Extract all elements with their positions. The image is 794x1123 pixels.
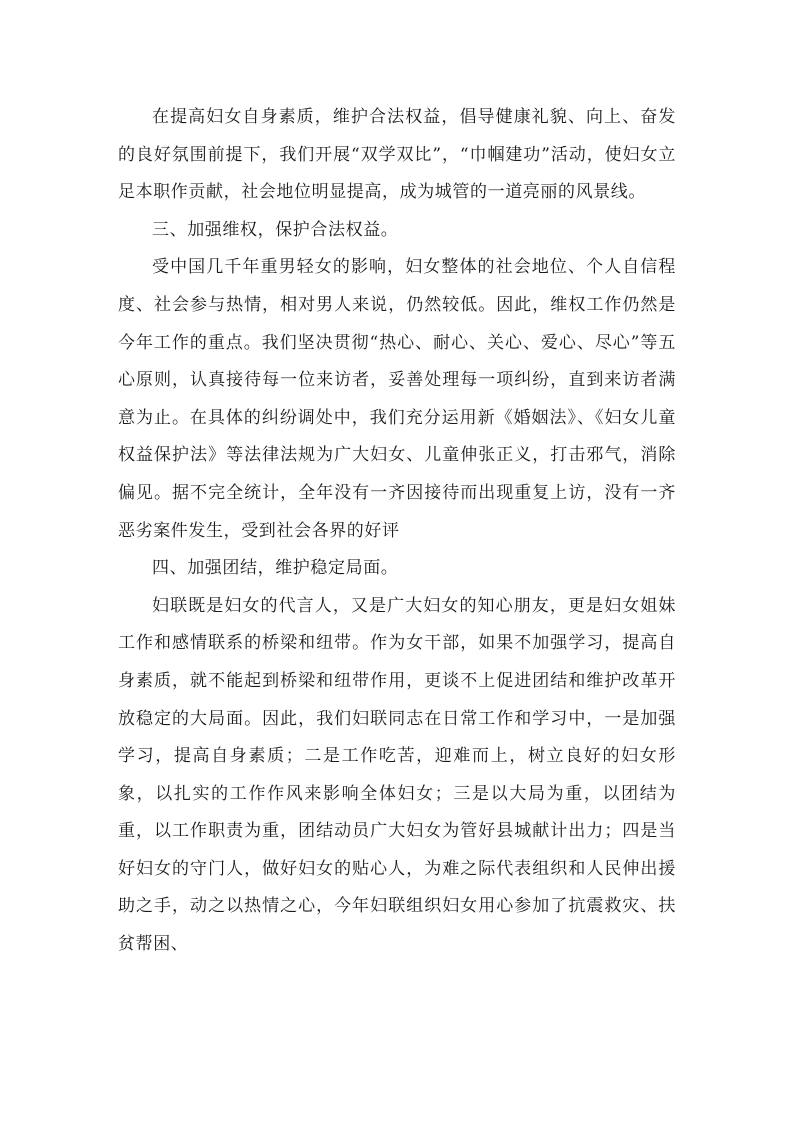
document-body (118, 99, 676, 964)
paragraph-women-quality: 在提高妇女自身素质，维护合法权益，倡导健康礼貌、向上、奋发的良好氛围前提下，我们开展“双学双比”，“巾帼建功”活动，使妇女立足本职作贡献，社会地位明显提高，成为城管的一道亮丽的风景线。 (118, 107, 676, 203)
section-heading-rights: 三、加强维权，保护合法权益。 (152, 219, 399, 240)
paragraph-unity-stability: 妇联既是妇女的代言人，又是广大妇女的知心朋友，更是妇女姐妹工作和感情联系的桥梁和纽带。作为女干部，如果不加强学习，提高自身素质，就不能起到桥梁和纽带作用，更谈不上促进团结和维护改革开放稳定的大局面。因此，我们妇联同志在日常工作和学习中，一是加强学习，提高自身素质；二是工作吃苦，迎难而上，树立良好的妇女形象，以扎实的工作作风来影响全体妇女；三是以大局为重，以团结为重，以工作职责为重，团结动员广大妇女为管好县城献计出力；四是当好妇女的守门人，做好妇女的贴心人，为难之际代表组织和人民伸出援助之手，动之以热情之心，今年妇联组织妇女用心参加了抗震救灾、扶贫帮困、 (118, 595, 676, 955)
section-heading-unity: 四、加强团结，维护稳定局面。 (152, 558, 399, 579)
paragraph-rights-protection: 受中国几千年重男轻女的影响，妇女整体的社会地位、个人自信程度、社会参与热情，相对男人来说，仍然较低。因此，维权工作仍然是今年工作的重点。我们坚决贯彻“热心、耐心、关心、爱心、尽心”等五心原则，认真接待每一位来访者，妥善处理每一项纠纷，直到来访者满意为止。在具体的纠纷调处中，我们充分运用新《婚姻法》、《妇女儿童权益保护法》等法律法规为广大妇女、儿童伸张正义，打击邪气，消除偏见。据不完全统计，全年没有一齐因接待而出现重复上访，没有一齐恶劣案件发生，受到社会各界的好评 (118, 257, 676, 541)
